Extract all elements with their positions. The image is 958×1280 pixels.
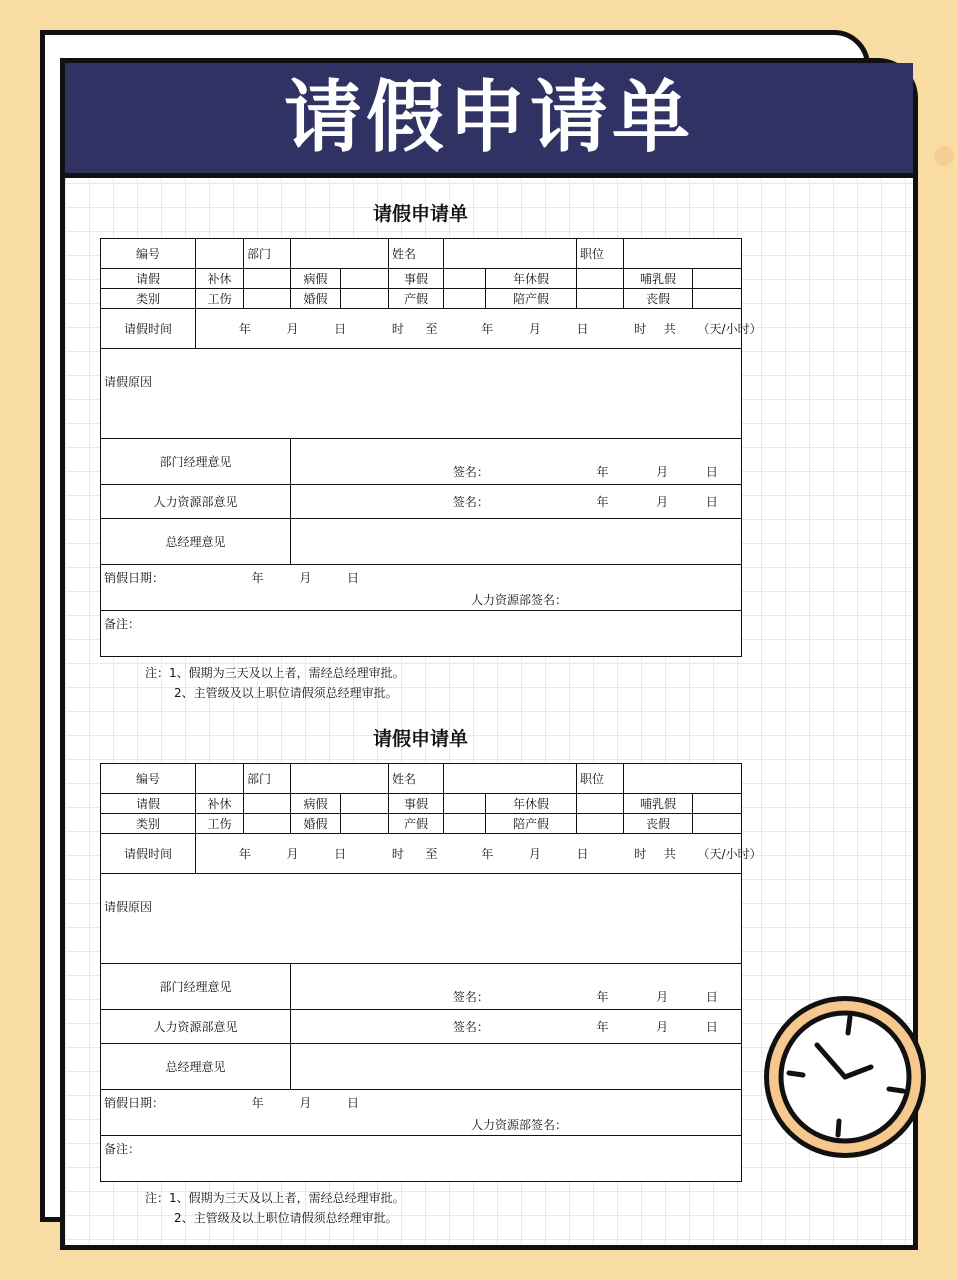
type-label: 年休假 (486, 794, 577, 814)
hr-dept-label: 人力资源部意见 (101, 1010, 291, 1044)
type-label: 丧假 (624, 289, 693, 309)
day-text: 日 (576, 322, 589, 336)
unit-text: （天/小时） (697, 847, 762, 861)
general-manager-label: 总经理意见 (101, 1044, 291, 1090)
sign-text: 签名： (452, 990, 489, 1004)
hour-text: 时 (634, 322, 647, 336)
remark-cell[interactable] (101, 1136, 742, 1182)
year-text: 年 (596, 495, 609, 509)
name-label: 姓名 (389, 239, 444, 269)
reason-cell[interactable] (101, 874, 742, 964)
year-text: 年 (596, 990, 609, 1004)
type-label: 事假 (389, 269, 444, 289)
type-checkbox[interactable] (577, 269, 624, 289)
note-line-1: 注：1、假期为三天及以上者，需经总经理审批。 (145, 666, 405, 680)
to-text: 至 (425, 847, 438, 861)
sign-text: 签名： (452, 465, 489, 479)
type-label: 工伤 (196, 289, 244, 309)
year-text: 年 (596, 1020, 609, 1034)
dept-manager-opinion[interactable] (291, 439, 742, 485)
note-line-2: 2、主管级及以上职位请假须总经理审批。 (174, 1211, 398, 1225)
type-label: 工伤 (196, 814, 244, 834)
month-text: 月 (528, 322, 541, 336)
type-checkbox[interactable] (693, 814, 742, 834)
type-label: 年休假 (486, 269, 577, 289)
type-label: 丧假 (624, 814, 693, 834)
month-text: 月 (656, 465, 669, 479)
month-text: 月 (286, 847, 299, 861)
month-text: 月 (299, 571, 312, 585)
dept-label: 部门 (244, 764, 291, 794)
hr-dept-label: 人力资源部意见 (101, 485, 291, 519)
note-line-2: 2、主管级及以上职位请假须总经理审批。 (174, 686, 398, 700)
form-title: 请假申请单 (372, 203, 468, 225)
name-value[interactable] (444, 239, 577, 269)
name-label: 姓名 (389, 764, 444, 794)
type-label: 哺乳假 (624, 794, 693, 814)
cancel-row[interactable] (101, 1090, 742, 1136)
type-label: 病假 (291, 794, 341, 814)
type-label: 婚假 (291, 289, 341, 309)
name-value[interactable] (444, 764, 577, 794)
position-label: 职位 (577, 764, 624, 794)
leave-type-label-1: 请假 (101, 794, 196, 814)
type-label: 事假 (389, 794, 444, 814)
general-manager-opinion[interactable] (291, 1044, 742, 1090)
total-text: 共 (663, 322, 676, 336)
general-manager-label: 总经理意见 (101, 519, 291, 565)
sign-text: 签名： (452, 495, 489, 509)
leave-type-label-2: 类别 (101, 289, 196, 309)
type-checkbox[interactable] (444, 269, 486, 289)
remark-label: 备注： (104, 1142, 141, 1156)
number-label: 编号 (101, 239, 196, 269)
type-checkbox[interactable] (693, 289, 742, 309)
reason-cell[interactable] (101, 349, 742, 439)
year-text: 年 (238, 847, 251, 861)
type-checkbox[interactable] (444, 794, 486, 814)
leave-form-1 (100, 200, 762, 703)
type-label: 产假 (389, 814, 444, 834)
hr-sign-label: 人力资源部签名： (471, 1118, 568, 1132)
type-label: 补休 (196, 269, 244, 289)
position-label: 职位 (577, 239, 624, 269)
year-text: 年 (251, 1096, 264, 1110)
reason-label: 请假原因 (104, 375, 153, 389)
month-text: 月 (656, 990, 669, 1004)
day-text: 日 (705, 990, 718, 1004)
day-text: 日 (347, 1096, 360, 1110)
type-label: 产假 (389, 289, 444, 309)
unit-text: （天/小时） (697, 322, 762, 336)
hour-text: 时 (391, 847, 404, 861)
type-checkbox[interactable] (577, 814, 624, 834)
leave-time-value[interactable] (196, 834, 762, 874)
number-label: 编号 (101, 764, 196, 794)
note-line-1: 注：1、假期为三天及以上者，需经总经理审批。 (145, 1191, 405, 1205)
hr-dept-opinion[interactable] (291, 485, 742, 519)
day-text: 日 (705, 1020, 718, 1034)
clock-icon (764, 996, 926, 1158)
month-text: 月 (656, 1020, 669, 1034)
leave-form-2 (100, 725, 762, 1228)
dept-value[interactable] (291, 239, 389, 269)
hour-text: 时 (391, 322, 404, 336)
title-banner (65, 63, 913, 178)
dept-manager-label: 部门经理意见 (101, 964, 291, 1010)
type-checkbox[interactable] (244, 269, 291, 289)
dept-value[interactable] (291, 764, 389, 794)
day-text: 日 (705, 495, 718, 509)
type-checkbox[interactable] (577, 289, 624, 309)
number-value[interactable] (196, 764, 244, 794)
type-label: 婚假 (291, 814, 341, 834)
form-notes (100, 663, 741, 703)
type-checkbox[interactable] (341, 814, 389, 834)
year-text: 年 (238, 322, 251, 336)
form-notes (100, 1188, 741, 1228)
sign-text: 签名： (452, 1020, 489, 1034)
month-text: 月 (286, 322, 299, 336)
position-value[interactable] (624, 239, 742, 269)
cancel-date-label: 销假日期： (104, 1096, 165, 1110)
month-text: 月 (528, 847, 541, 861)
hr-dept-opinion[interactable] (291, 1010, 742, 1044)
remark-cell[interactable] (101, 611, 742, 657)
leave-time-value[interactable] (196, 309, 762, 349)
hr-sign-label: 人力资源部签名： (471, 593, 568, 607)
general-manager-opinion[interactable] (291, 519, 742, 565)
day-text: 日 (347, 571, 360, 585)
year-text: 年 (251, 571, 264, 585)
month-text: 月 (656, 495, 669, 509)
banner-title: 请假申请单 (283, 73, 694, 163)
leave-type-label-2: 类别 (101, 814, 196, 834)
year-text: 年 (481, 322, 494, 336)
dept-label: 部门 (244, 239, 291, 269)
type-label: 补休 (196, 794, 244, 814)
reason-label: 请假原因 (104, 900, 153, 914)
year-text: 年 (481, 847, 494, 861)
total-text: 共 (663, 847, 676, 861)
leave-table (100, 238, 762, 657)
type-checkbox[interactable] (244, 289, 291, 309)
type-label: 哺乳假 (624, 269, 693, 289)
month-text: 月 (299, 1096, 312, 1110)
day-text: 日 (705, 465, 718, 479)
type-checkbox[interactable] (341, 269, 389, 289)
to-text: 至 (425, 322, 438, 336)
dept-manager-opinion[interactable] (291, 964, 742, 1010)
type-label: 病假 (291, 269, 341, 289)
day-text: 日 (576, 847, 589, 861)
type-label: 陪产假 (486, 289, 577, 309)
leave-time-label: 请假时间 (101, 834, 196, 874)
type-checkbox[interactable] (577, 794, 624, 814)
cancel-row[interactable] (101, 565, 742, 611)
dept-manager-label: 部门经理意见 (101, 439, 291, 485)
type-checkbox[interactable] (693, 269, 742, 289)
year-text: 年 (596, 465, 609, 479)
leave-table (100, 763, 762, 1182)
decorative-dot (934, 146, 954, 166)
clock-face (769, 1001, 921, 1153)
day-text: 日 (334, 847, 347, 861)
number-value[interactable] (196, 239, 244, 269)
form-title: 请假申请单 (372, 728, 468, 750)
leave-time-label: 请假时间 (101, 309, 196, 349)
type-checkbox[interactable] (693, 794, 742, 814)
remark-label: 备注： (104, 617, 141, 631)
type-checkbox[interactable] (341, 794, 389, 814)
cancel-date-label: 销假日期： (104, 571, 165, 585)
position-value[interactable] (624, 764, 742, 794)
leave-type-label-1: 请假 (101, 269, 196, 289)
type-label: 陪产假 (486, 814, 577, 834)
type-checkbox[interactable] (341, 289, 389, 309)
type-checkbox[interactable] (244, 814, 291, 834)
type-checkbox[interactable] (244, 794, 291, 814)
type-checkbox[interactable] (444, 289, 486, 309)
type-checkbox[interactable] (444, 814, 486, 834)
day-text: 日 (334, 322, 347, 336)
hour-text: 时 (634, 847, 647, 861)
